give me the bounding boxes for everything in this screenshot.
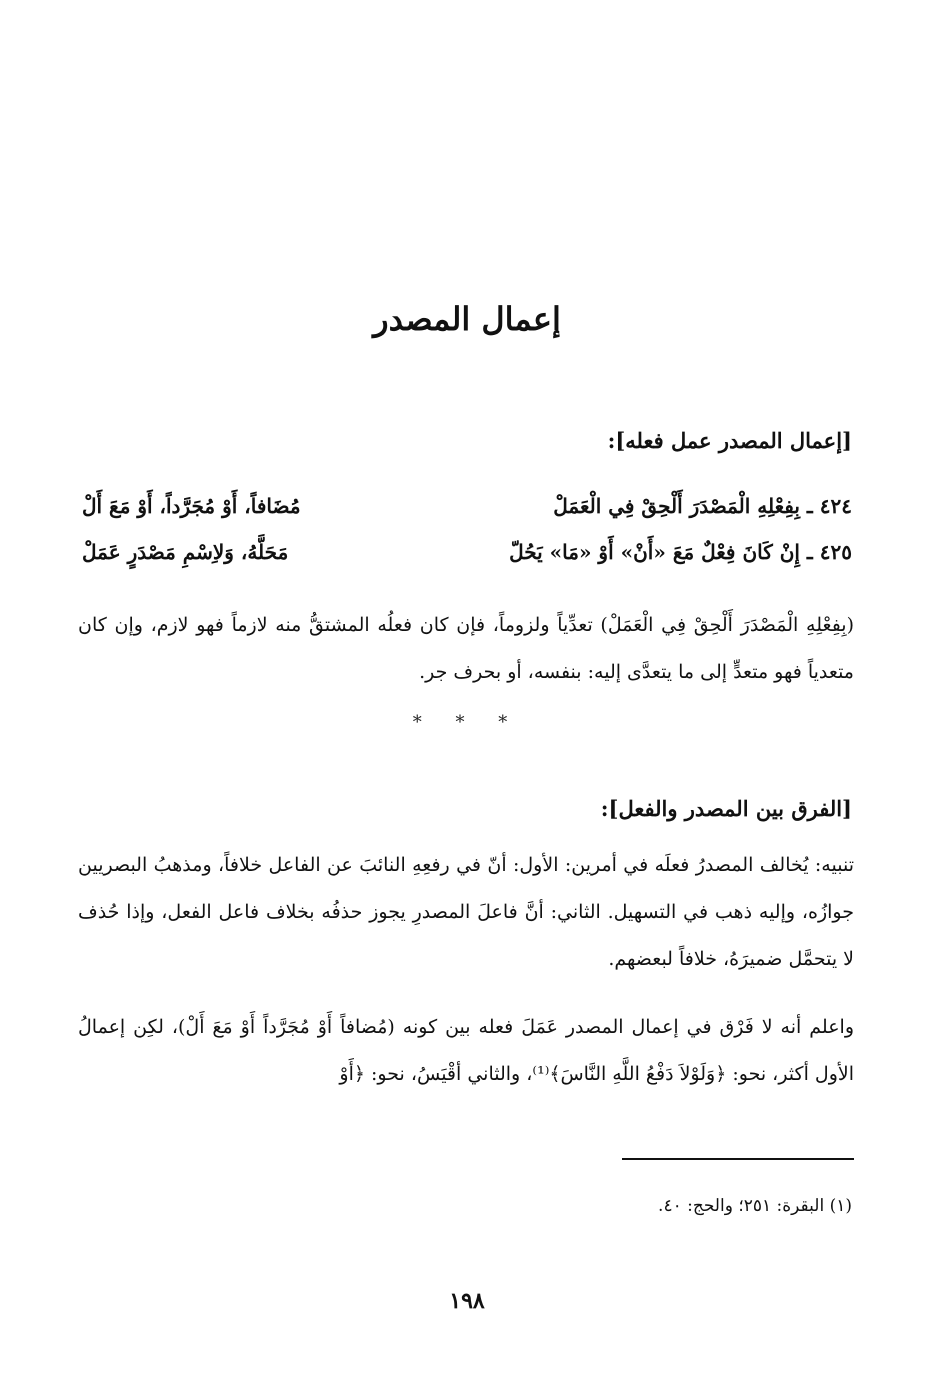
section-heading-masdar-work: [إعمال المصدر عمل فعله]: [607, 428, 852, 453]
section-heading-difference: [الفرق بين المصدر والفعل]: [600, 796, 852, 821]
footnote-divider [622, 1158, 854, 1160]
footnote: (١) البقرة: ٢٥١؛ والحج: ٤٠. [658, 1196, 852, 1216]
verse-425-second-hemistich: مَحَلَّهُ، وَلاِسْمِ مَصْدَرٍ عَمَلْ [82, 540, 289, 564]
section-separator: * * * [412, 712, 522, 733]
verse-425 [82, 540, 852, 580]
verse-425-first-hemistich: ٤٢٥ ـ إِنْ كَانَ فِعْلٌ مَعَ «أَنْ» أَوْ «مَا» يَحُلّ [509, 540, 852, 564]
page-title: إعمال المصدر [373, 300, 561, 338]
verse-424 [82, 494, 852, 534]
explanation-paragraph: واعلم أنه لا فَرْق في إعمال المصدر عَمَلَ فعله بين كونه (مُضافاً أَوْ مُجَرَّداً أَوْ مَعَ أَلْ)، لكِن إعمالُ الأول أكثر، نحو: ﴿وَلَوْلاَ دَفْعُ اللَّهِ النَّاسَ﴾⁽¹⁾، والثاني أقْيَسُ، نحو: ﴿أَوْ [78, 1016, 854, 1085]
verse-424-second-hemistich: مُضَافاً، أَوْ مُجَرَّداً، أَوْ مَعَ أَلْ [82, 494, 301, 518]
notice-paragraph: تنبيه: يُخالف المصدرُ فعلَه في أمرين: الأول: أنّ في رفعِهِ النائبَ عن الفاعل خلافاً، ومذهبُ البصريين جوازُه، وإليه ذهب في التسهيل. الثاني: أنَّ فاعلَ المصدرِ يجوز حذفُه بخلاف فاعل الفعل، وإذا حُذف لا يتحمَّل ضميرَهُ، خلافاً لبعضهم. [78, 854, 854, 970]
commentary-paragraph: (بِفِعْلِهِ الْمَصْدَرَ أَلْحِقْ فِي الْعَمَلْ) تعدِّياً ولزوماً، فإن كان فعلُه المشتقُّ منه لازماً فهو لازم، وإن كان متعدياً فهو متعدٍّ إلى ما يتعدَّى إليه: بنفسه، أو بحرف جر. [78, 614, 854, 683]
verse-424-first-hemistich: ٤٢٤ ـ بِفِعْلِهِ الْمَصْدَرَ أَلْحِقْ فِي الْعَمَلْ [553, 494, 852, 518]
page-number: ١٩٨ [449, 1288, 485, 1314]
